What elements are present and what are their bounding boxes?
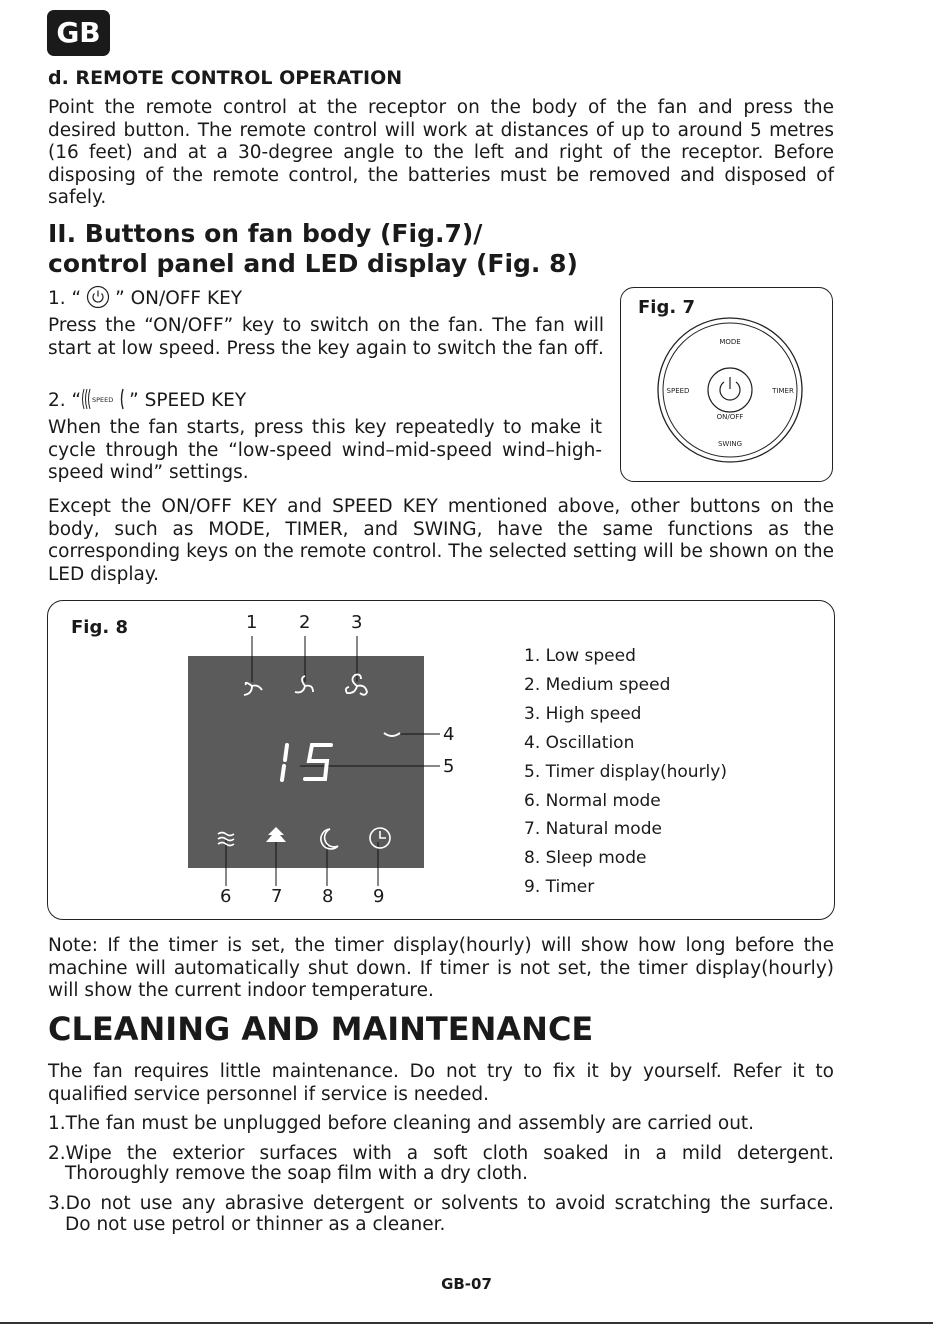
legend-item-medium-speed: 2. Medium speed — [524, 674, 671, 695]
timer-clock-icon — [370, 828, 390, 848]
normal-mode-wave-icon — [218, 833, 234, 846]
speed-prefix: 2. “ — [48, 390, 82, 411]
cleaning-item-3-line1: 3.Do not use any abrasive detergent or solvents to avoid scratching the surface. — [48, 1193, 834, 1214]
natural-mode-tree-icon — [266, 827, 286, 842]
onoff-suffix: ” ON/OFF KEY — [115, 288, 243, 309]
fig7-mode-label: MODE — [719, 338, 741, 346]
language-badge: GB — [47, 10, 110, 56]
legend-item-natural-mode: 7. Natural mode — [524, 819, 662, 840]
timer-display-value: 15 — [0, 0, 2, 1]
page-number: GB-07 — [441, 1275, 492, 1293]
fig7-center-button — [708, 368, 752, 412]
callout-number-6: 6 — [220, 886, 232, 907]
cleaning-item-2-line1: 2.Wipe the exterior surfaces with a soft cloth soaked in a mild detergent. — [48, 1143, 834, 1164]
cleaning-item-2-line2: Thoroughly remove the soap film with a dry cloth. — [65, 1163, 529, 1184]
speed-key-item — [48, 387, 246, 412]
legend-item-sleep-mode: 8. Sleep mode — [524, 848, 647, 869]
sleep-mode-moon-icon — [321, 829, 338, 849]
fig7-timer-label: TIMER — [772, 387, 794, 395]
speed-icon-text: SPEED — [92, 396, 114, 404]
remote-control-paragraph: Point the remote control at the receptor on the body of the fan and press the desired button. The remote control will work at distances of up to around 5 metres (16 feet) and at a 30-degree angle to the left and right of the receptor. Before disposing of the remote control, the batteries must be removed and disposed of safely. — [48, 97, 834, 208]
onoff-key-item — [48, 285, 242, 310]
buttons-heading-line1: II. Buttons on fan body (Fig.7)/ — [48, 219, 483, 248]
onoff-description: Press the “ON/OFF” key to switch on the fan. The fan will start at low speed. Press the key again to switch the fan off. — [48, 315, 604, 359]
other-buttons-paragraph: Except the ON/OFF KEY and SPEED KEY mentioned above, other buttons on the body, such as MODE, TIMER, and SWING, have the same functions as the corresponding keys on the remote control. The selected setting will be shown on the LED display. — [48, 496, 834, 585]
speed-description: When the fan starts, press this key repeatedly to make it cycle through the “low-speed wind–mid-speed wind–high-speed wind” settings. — [48, 417, 602, 483]
high-speed-fan-icon — [346, 675, 367, 695]
fig7-label: Fig. 7 — [638, 297, 695, 318]
legend-item-timer: 9. Timer — [524, 877, 595, 898]
legend-item-low-speed: 1. Low speed — [524, 646, 636, 666]
speed-key-icon — [81, 387, 129, 409]
cleaning-item-3-line2: Do not use petrol or thinner as a cleaner. — [65, 1214, 446, 1235]
legend-item-timer-display: 5. Timer display(hourly) — [524, 761, 727, 782]
cleaning-intro: The fan requires little maintenance. Do not try to fix it by yourself. Refer it to qualified service personnel if service is needed. — [48, 1061, 834, 1105]
callout-number-2: 2 — [299, 612, 311, 633]
remote-control-heading: d. REMOTE CONTROL OPERATION — [48, 67, 403, 89]
timer-note-paragraph: Note: If the timer is set, the timer display(hourly) will show how long before the machine will automatically shut down. If timer is not set, the timer display(hourly) will show the current indoor temperature. — [48, 935, 834, 1001]
cleaning-item-1: 1.The fan must be unplugged before cleaning and assembly are carried out. — [48, 1113, 755, 1134]
callout-number-9: 9 — [373, 886, 385, 907]
callout-number-4: 4 — [443, 724, 455, 745]
power-icon — [81, 285, 115, 307]
callout-number-1: 1 — [246, 612, 258, 633]
cleaning-heading: CLEANING AND MAINTENANCE — [48, 1010, 594, 1048]
fig7-onoff-label: ON/OFF — [716, 413, 744, 421]
callout-number-8: 8 — [322, 886, 334, 907]
legend-item-high-speed: 3. High speed — [524, 703, 642, 724]
buttons-heading-line2: control panel and LED display (Fig. 8) — [48, 249, 578, 278]
fig7-control-dial — [655, 315, 805, 465]
fig7-speed-label: SPEED — [666, 387, 690, 395]
fig8-label: Fig. 8 — [71, 617, 128, 638]
buttons-heading — [48, 219, 578, 279]
callout-number-7: 7 — [271, 886, 283, 907]
callout-number-5: 5 — [443, 756, 455, 777]
onoff-prefix: 1. “ — [48, 288, 82, 309]
speed-suffix: ” SPEED KEY — [129, 390, 247, 411]
low-speed-fan-icon — [244, 683, 262, 695]
legend-item-oscillation: 4. Oscillation — [524, 732, 635, 753]
legend-item-normal-mode: 6. Normal mode — [524, 790, 661, 811]
timer-digit-display — [282, 745, 331, 780]
oscillation-icon — [384, 733, 400, 736]
callout-number-3: 3 — [351, 612, 363, 633]
fig7-swing-label: SWING — [717, 440, 743, 448]
fig8-legend — [524, 642, 727, 902]
medium-speed-fan-icon — [295, 676, 313, 692]
